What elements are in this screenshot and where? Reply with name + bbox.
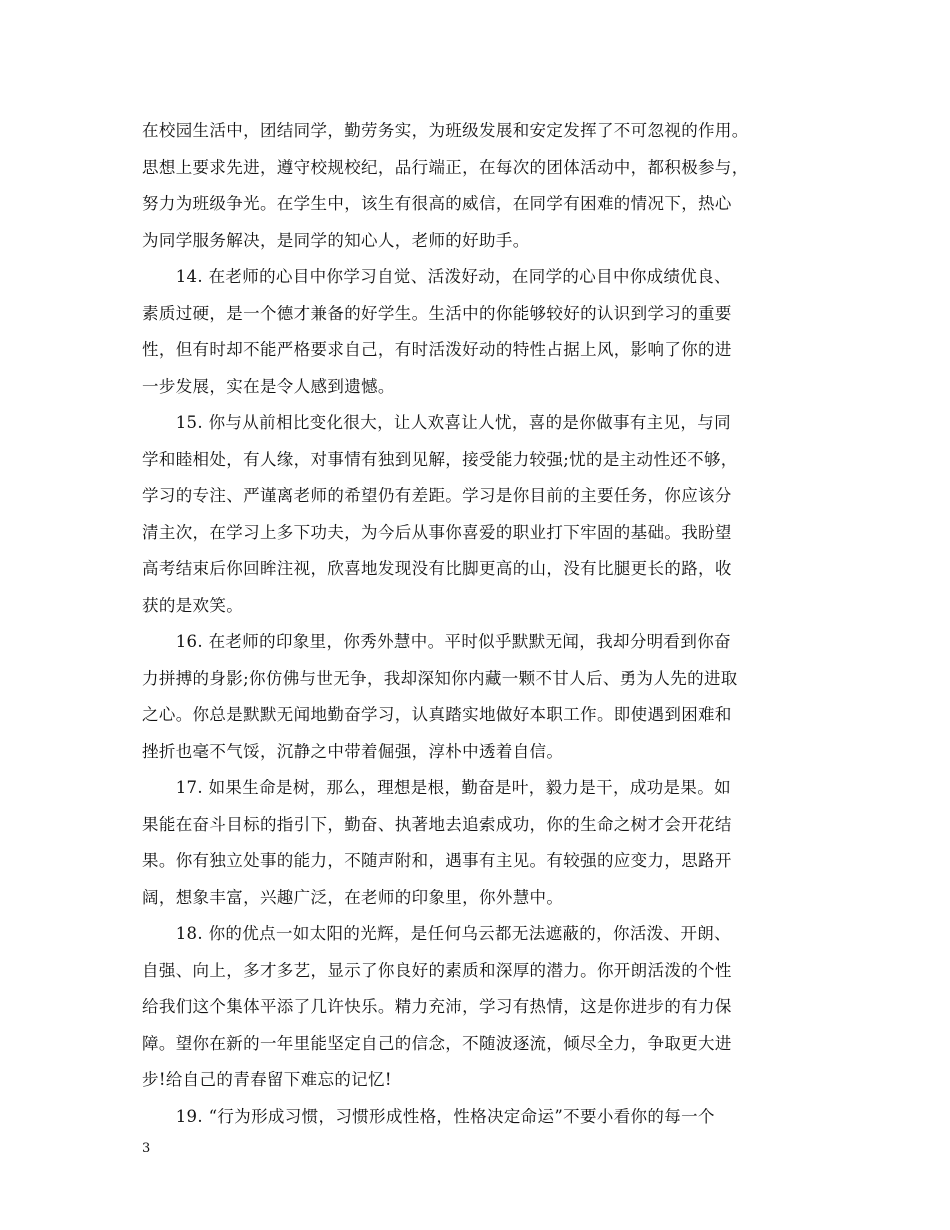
text-line: 19. “行为形成习惯，习惯形成性格，性格决定命运”不要小看你的每一个 bbox=[142, 1107, 715, 1126]
text-line: 在校园生活中，团结同学，勤劳务实，为班级发展和安定发挥了不可忽视的作用。 bbox=[142, 121, 749, 140]
text-line: 一步发展，实在是令人感到遗憾。 bbox=[142, 377, 395, 396]
text-line: 果能在奋斗目标的指引下，勤奋、执著地去追索成功，你的生命之树才会开花结 bbox=[142, 815, 732, 834]
text-line: 学和睦相处，有人缘，对事情有独到见解，接受能力较强;忧的是主动性还不够， bbox=[142, 450, 738, 469]
text-line: 清主次，在学习上多下功夫，为今后从事你喜爱的职业打下牢固的基础。我盼望 bbox=[142, 523, 732, 542]
text-line: 果。你有独立处事的能力，不随声附和，遇事有主见。有较强的应变力，思路开 bbox=[142, 851, 732, 870]
text-line: 思想上要求先进，遵守校规校纪，品行端正，在每次的团体活动中，都积极参与， bbox=[142, 158, 749, 177]
text-line: 15. 你与从前相比变化很大，让人欢喜让人忧，喜的是你做事有主见，与同 bbox=[142, 413, 731, 432]
text-line: 性，但有时却不能严格要求自己，有时活泼好动的特性占据上风，影响了你的进 bbox=[142, 340, 732, 359]
text-line: 16. 在老师的印象里，你秀外慧中。平时似乎默默无闻，我却分明看到你奋 bbox=[142, 632, 731, 651]
text-line: 挫折也毫不气馁，沉静之中带着倔强，淳朴中透着自信。 bbox=[142, 742, 564, 761]
text-line: 力拼搏的身影;你仿佛与世无争，我却深知你内藏一颗不甘人后、勇为人先的进取 bbox=[142, 669, 738, 688]
text-line: 之心。你总是默默无闻地勤奋学习，认真踏实地做好本职工作。即使遇到困难和 bbox=[142, 705, 732, 724]
text-line: 给我们这个集体平添了几许快乐。精力充沛，学习有热情，这是你进步的有力保 bbox=[142, 997, 732, 1016]
page-number: 3 bbox=[142, 1141, 151, 1156]
text-line: 获的是欢笑。 bbox=[142, 596, 244, 615]
text-line: 素质过硬，是一个德才兼备的好学生。生活中的你能够较好的认识到学习的重要 bbox=[142, 304, 732, 323]
text-line: 学习的专注、严谨离老师的希望仍有差距。学习是你目前的主要任务，你应该分 bbox=[142, 486, 732, 505]
text-line: 努力为班级争光。在学生中，该生有很高的威信，在同学有困难的情况下，热心 bbox=[142, 194, 732, 213]
text-line: 18. 你的优点一如太阳的光辉，是任何乌云都无法遮蔽的，你活泼、开朗、 bbox=[142, 924, 731, 943]
text-line: 为同学服务解决，是同学的知心人，老师的好助手。 bbox=[142, 231, 530, 250]
text-line: 阔，想象丰富，兴趣广泛，在老师的印象里，你外慧中。 bbox=[142, 888, 564, 907]
text-line: 障。望你在新的一年里能坚定自己的信念，不随波逐流，倾尽全力，争取更大进 bbox=[142, 1034, 732, 1053]
text-line: 自强、向上，多才多艺，显示了你良好的素质和深厚的潜力。你开朗活泼的个性 bbox=[142, 961, 732, 980]
text-line: 步!给自己的青春留下难忘的记忆! bbox=[142, 1070, 392, 1089]
text-line: 14. 在老师的心目中你学习自觉、活泼好动，在同学的心目中你成绩优良、 bbox=[142, 267, 731, 286]
text-line: 高考结束后你回眸注视，欣喜地发现没有比脚更高的山，没有比腿更长的路，收 bbox=[142, 559, 732, 578]
text-line: 17. 如果生命是树，那么，理想是根，勤奋是叶，毅力是干，成功是果。如 bbox=[142, 778, 731, 797]
